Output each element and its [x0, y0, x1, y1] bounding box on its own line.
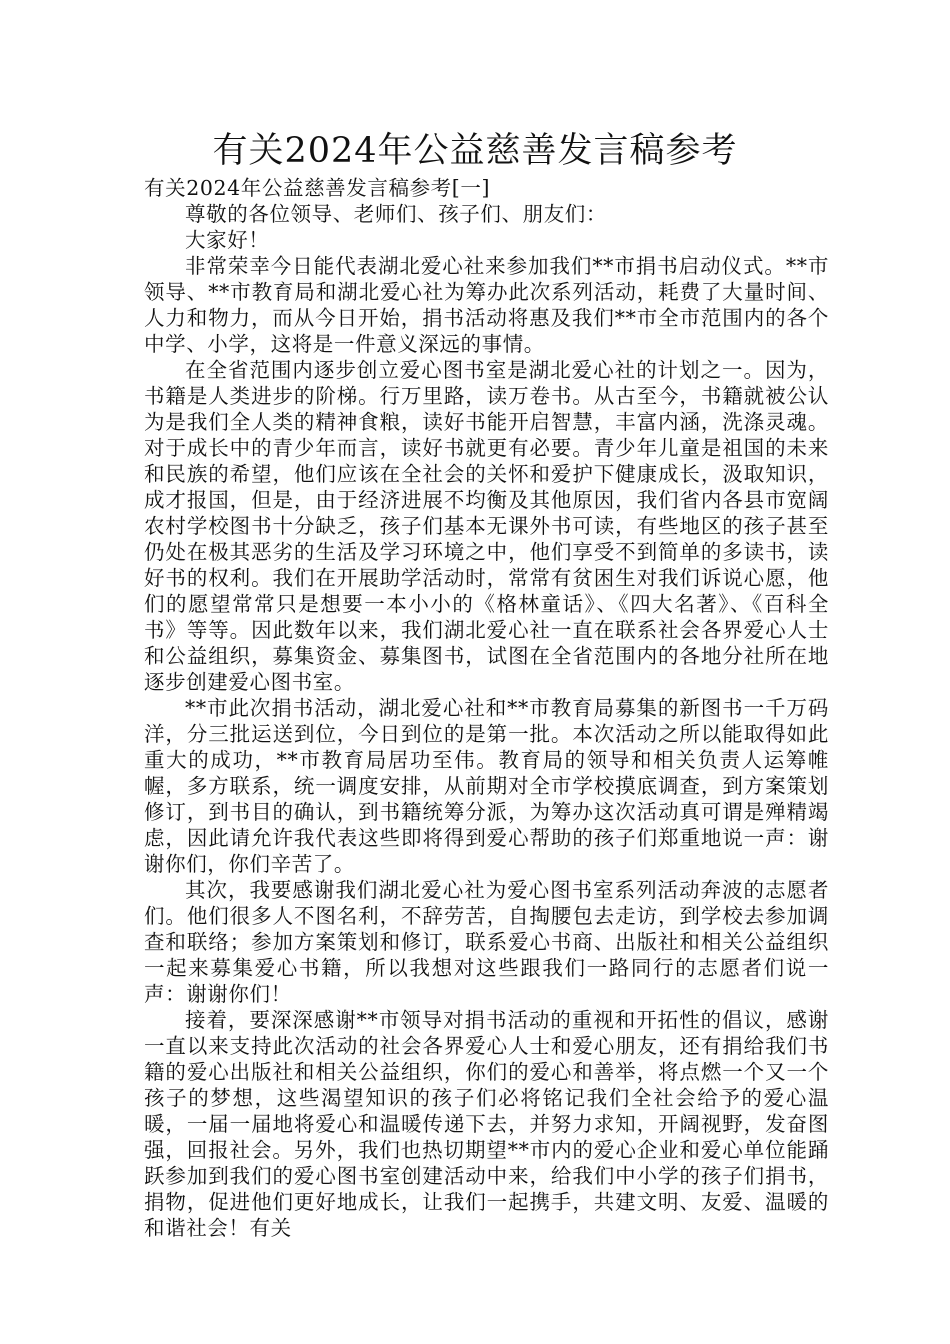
paragraph-salutation: 尊敬的各位领导、老师们、孩子们、朋友们：	[185, 202, 607, 226]
paragraph-donation-thanks: **市此次捐书活动，湖北爱心社和**市教育局募集的新图书一千万码洋，分三批运送到位，今日到位的是第一批。本次活动之所以能取得如此重大的成功，**市教育局居功至伟。教育局的领导和相关负责人运筹帷幄，多方联系，统一调度安排，从前期对全市学校摸底调查，到方案策划修订，到书目的确认，到书籍统筹分派，为筹办这次活动真可谓是殚精竭虑，因此请允许我代表这些即将得到爱心帮助的孩子们郑重地说一声：谢谢你们，你们辛苦了。	[144, 696, 829, 876]
paragraph-greeting: 大家好！	[185, 228, 270, 252]
document-title: 有关2024年公益慈善发言稿参考	[212, 131, 738, 171]
paragraph-opening: 非常荣幸今日能代表湖北爱心社来参加我们**市捐书启动仪式。**市领导、**市教育局和湖北爱心社为筹办此次系列活动，耗费了大量时间、人力和物力，而从今日开始，捐书活动将惠及我们**市全市范围内的各个中学、小学，这将是一件意义深远的事情。	[144, 254, 829, 356]
document-subtitle: 有关2024年公益慈善发言稿参考[一]	[144, 176, 491, 200]
document-body	[144, 175, 829, 1241]
paragraph-closing: 接着，要深深感谢**市领导对捐书活动的重视和开拓性的倡议，感谢一直以来支持此次活动的社会各界爱心人士和爱心朋友，还有捐给我们书籍的爱心出版社和相关公益组织，你们的爱心和善举，将点燃一个又一个孩子的梦想，这些渴望知识的孩子们必将铭记我们全社会给予的爱心温暖，一届一届地将爱心和温暖传递下去，并努力求知，开阔视野，发奋图强，回报社会。另外，我们也热切期望**市内的爱心企业和爱心单位能踊跃参加到我们的爱心图书室创建活动中来，给我们中小学的孩子们捐书，捐物，促进他们更好地成长，让我们一起携手，共建文明、友爱、温暖的和谐社会！有关	[144, 1008, 829, 1240]
paragraph-library-plan: 在全省范围内逐步创立爱心图书室是湖北爱心社的计划之一。因为，书籍是人类进步的阶梯。行万里路，读万卷书。从古至今，书籍就被公认为是我们全人类的精神食粮，读好书能开启智慧，丰富内涵，洗涤灵魂。对于成长中的青少年而言，读好书就更有必要。青少年儿童是祖国的未来和民族的希望，他们应该在全社会的关怀和爱护下健康成长，汲取知识，成才报国，但是，由于经济进展不均衡及其他原因，我们省内各县市宽阔农村学校图书十分缺乏，孩子们基本无课外书可读，有些地区的孩子甚至仍处在极其恶劣的生活及学习环境之中，他们享受不到简单的多读书，读好书的权利。我们在开展助学活动时，常常有贫困生对我们诉说心愿，他们的愿望常常只是想要一本小小的《格林童话》、《四大名著》、《百科全书》等等。因此数年以来，我们湖北爱心社一直在联系社会各界爱心人士和公益组织，募集资金、募集图书，试图在全省范围内的各地分社所在地逐步创建爱心图书室。	[144, 358, 829, 694]
paragraph-volunteer-thanks: 其次，我要感谢我们湖北爱心社为爱心图书室系列活动奔波的志愿者们。他们很多人不图名利，不辞劳苦，自掏腰包去走访，到学校去参加调查和联络；参加方案策划和修订，联系爱心书商、出版社和相关公益组织一起来募集爱心书籍，所以我想对这些跟我们一路同行的志愿者们说一声：谢谢你们！	[144, 878, 829, 1006]
